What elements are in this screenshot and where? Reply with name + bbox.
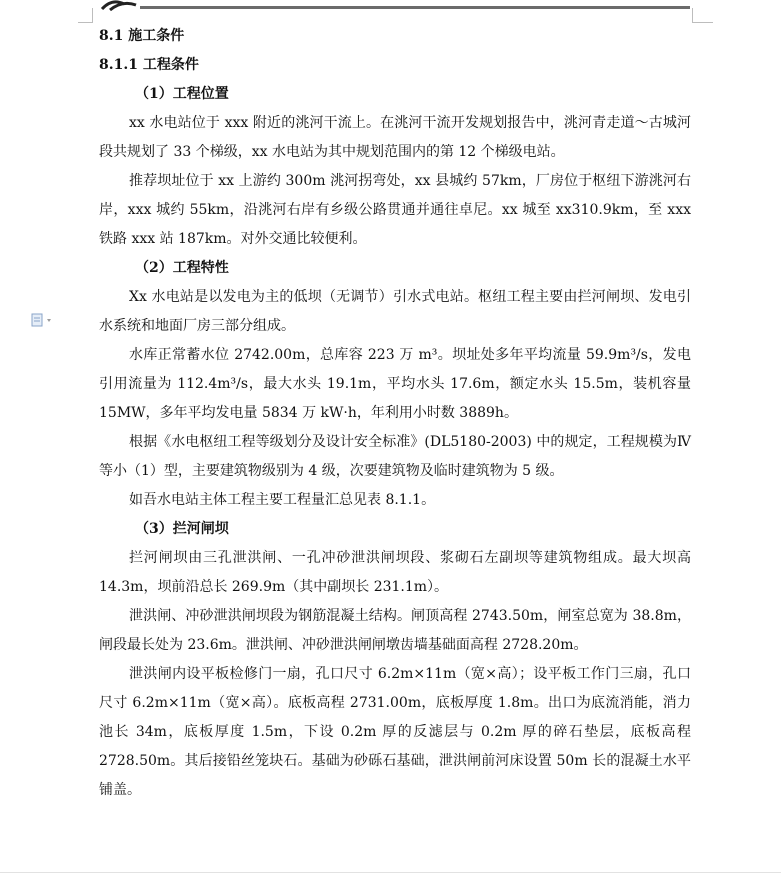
body-paragraph: 拦河闸坝由三孔泄洪闸、一孔冲砂泄洪闸坝段、浆砌石左副坝等建筑物组成。最大坝高 14.3m，坝前沿总长 269.9m（其中副坝长 231.1m）。 (99, 550, 691, 595)
document-map-icon[interactable] (30, 313, 56, 327)
body-paragraph: 根据《水电枢纽工程等级划分及设计安全标准》(DL5180-2003) 中的规定，工程规模为Ⅳ等小（1）型，主要建筑物级别为 4 级，次要建筑物及临时建筑物为 5 级。 (99, 434, 691, 479)
body-paragraph: 如吾水电站主体工程主要工程量汇总见表 8.1.1。 (129, 492, 436, 508)
numbered-heading: （1）工程位置 (135, 86, 229, 102)
numbered-heading: （2）工程特性 (135, 260, 229, 276)
body-paragraph: 水库正常蓄水位 2742.00m，总库容 223 万 m³。坝址处多年平均流量 59.9m³/s，发电引用流量为 112.4m³/s，最大水头 19.1m，平均水头 17.6m，额定水头 15.5m，装机容量 15MW，多年平均发电量 5834 万 kW·h，年利用小时数 3889h。 (99, 347, 691, 421)
section-heading: 8.1 施工条件 (99, 28, 185, 44)
numbered-heading: （3）拦河闸坝 (135, 521, 229, 537)
margin-corner-left (78, 8, 93, 23)
margin-corner-right (692, 8, 713, 23)
header-rule (140, 6, 690, 9)
body-paragraph: 泄洪闸内设平板检修门一扇，孔口尺寸 6.2m×11m（宽×高）；设平板工作门三扇，孔口尺寸 6.2m×11m（宽×高）。底板高程 2731.00m，底板厚度 1.8m。出口为底流消能，消力池长 34m，底板厚度 1.5m，下设 0.2m 厚的反滤层与 0.2m 厚的碎石垫层，底板高程 2728.50m。其后接铅丝笼块石。基础为砂砾石基础，泄洪闸前河床设置 50m 长的混凝土水平铺盖。 (99, 666, 691, 798)
page-header-bar (0, 0, 781, 14)
page-bottom-edge (0, 872, 781, 873)
body-paragraph: 推荐坝址位于 xx 上游约 300m 洮河拐弯处，xx 县城约 57km，厂房位于枢纽下游洮河右岸，xxx 城约 55km，沿洮河右岸有乡级公路贯通并通往卓尼。xx 城至 xx310.9km，至 xxx 铁路 xxx 站 187km。对外交通比较便利。 (99, 173, 691, 247)
paragraph-list (99, 80, 691, 805)
subsection-heading: 8.1.1 工程条件 (99, 57, 199, 73)
body-paragraph: Xx 水电站是以发电为主的低坝（无调节）引水式电站。枢纽工程主要由拦河闸坝、发电引水系统和地面厂房三部分组成。 (99, 289, 691, 334)
body-paragraph: xx 水电站位于 xxx 附近的洮河干流上。在洮河干流开发规划报告中，洮河青走道～古城河段共规划了 33 个梯级，xx 水电站为其中规划范围内的第 12 个梯级电站。 (99, 115, 691, 160)
body-paragraph: 泄洪闸、冲砂泄洪闸坝段为钢筋混凝土结构。闸顶高程 2743.50m，闸室总宽为 38.8m，闸段最长处为 23.6m。泄洪闸、冲砂泄洪闸闸墩齿墙基础面高程 2728.20m。 (99, 608, 691, 653)
company-logo-icon (100, 0, 142, 12)
document-body (99, 22, 691, 805)
